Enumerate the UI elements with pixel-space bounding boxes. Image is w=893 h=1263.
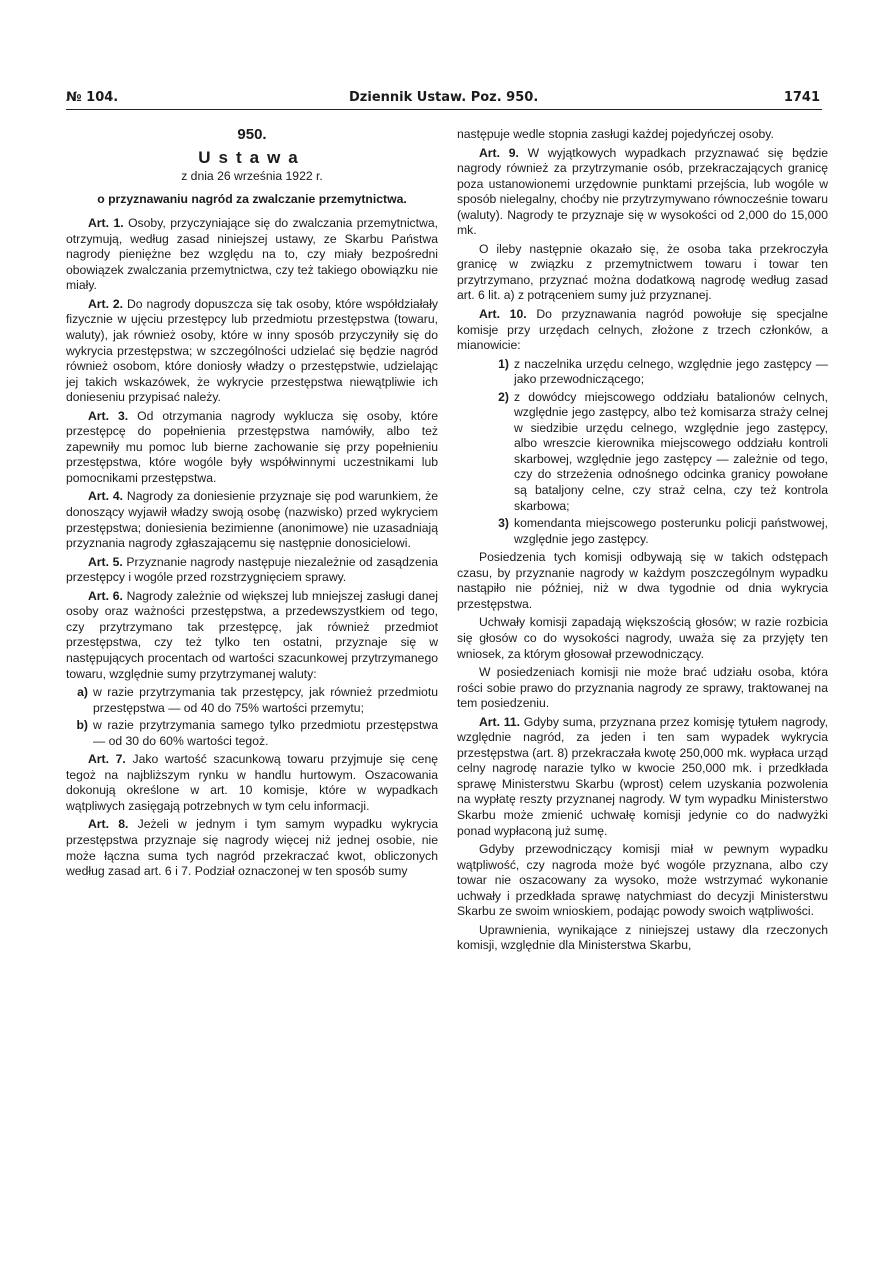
article-8 [66,817,438,879]
article-label: Art. 4. [88,489,124,504]
list-text: komendanta miejscowego posterunku policji państwowej, względnie jego zastępcy. [514,516,828,546]
article-text: W wyjątkowych wypadkach przyznawać się będzie nagrody również za przytrzymanie osób, przekraczających granicę poza ustanowionemi urzędownie punktami przejścia, lub wogóle w sposób nielegalny, choćby nie przytrzymywano równocześnie towaru (waluty). Nagrody te przyznaje się w wysokości od 2,000 do 15,000 mk. [457,145,828,238]
article-label: Art. 5. [88,554,123,569]
list-item [457,357,828,388]
list-item [66,718,438,749]
article-label: Art. 8. [88,817,129,832]
page-number: 1741 [783,90,820,105]
article-9 [457,146,828,239]
article-6-list [66,685,438,749]
article-text: Jeżeli w jednym i tym samym wypadku wykrycia przestępstwa przyznaje się nagrody więcej niż jednej osobie, nie może łączna suma tych nagród przekraczać kwot, obliczonych według zasad art. 6 i 7. Podział oznaczonej w ten sposób sumy [66,817,438,879]
list-text: z naczelnika urzędu celnego, względnie jego zastępcy — jako przewodniczącego; [514,356,828,387]
list-marker: 2) [498,389,509,404]
article-11 [457,715,828,839]
list-item [66,685,438,716]
issue-number: № 104. [66,90,119,105]
article-2 [66,297,438,406]
list-item [457,390,828,514]
act-subject: o przyznawaniu nagród za zwalczanie przemytnictwa. [97,191,407,206]
article-text: Jako wartość szacunkową towaru przyjmuje się cenę tegoż na najbliższym rynku w handlu hurtowym. Oszacowania dokonują określone w art. 10 komisje, które w wypadkach wątpliwych zasięgają potrzebnych w tym celu informacji. [66,752,438,813]
article-1 [66,216,438,294]
list-marker: 1) [498,356,509,371]
article-10-list [457,357,828,548]
article-11-paragraph-3: Uprawnienia, wynikające z niniejszej ustawy dla rzeczonych komisji, względnie dla Ministerstwa Skarbu, [457,922,828,953]
article-label: Art. 9. [479,145,519,160]
journal-title: Dziennik Ustaw. Poz. 950. [349,90,539,105]
list-marker: a) [77,685,88,700]
article-text: Nagrody zależnie od większej lub mniejszej zasługi danej osoby oraz ważności przestępstwa, a przedewszystkiem od tego, czy przytrzymano tak przestępcę, jak również przedmiot przestępstwa, czy też tylko ten ostatni, przyznaje się w następujących procentach od wartości szacunkowej przytrzymanego towaru, względnie sumy przytrzymanej waluty: [66,588,438,681]
article-label: Art. 10. [479,307,527,322]
article-9-paragraph: O ileby następnie okazało się, że osoba taka przekroczyła granicę w związku z przemytnictwem towaru i towar ten przytrzymano, przyznać można dodatkową nagrodę według zasad art. 6 lit. a) z potrąceniem sumy już przyznanej. [457,241,828,303]
article-6 [66,589,438,682]
article-label: Art. 2. [88,296,124,311]
article-text: Gdyby suma, przyznana przez komisję tytułem nagrody, względnie nagród, za jeden i ten sam wypadek wykrycia przestępstwa (art. 8) przekraczała kwotę 250,000 mk. wypłaca urząd celny nagrodę narazie tylko w kwocie 250,000 mk. i przedkłada sprawę Ministerstwu Skarbu (wprost) celem uzyskania pozwolenia na wypłatę reszty przyznanej nagrody. W tym wypadku Ministerstwo Skarbu może zmienić uchwałę komisji jedynie co do nadwyżki ponad wypłaconą już sumę. [457,714,828,838]
article-10 [457,307,828,354]
article-8-continuation: następuje wedle stopnia zasługi każdej pojedyńczej osoby. [457,127,774,141]
list-text: z dowódcy miejscowego oddziału batalionów celnych, względnie jego zastępcy, albo też komisarza straży celnej w siedzibie urzędu celnego, względnie jego zastępcy, albo wreszcie kierownika miejscowego oddziału kontroli skarbowej, względnie jego zastępcy — zależnie od tego, czy do strzeżenia odnośnego odcinka granicy powołane są bataljony celne, czy straż celna, czy też kontrola skarbowa; [514,389,828,513]
act-title: Ustawa [198,147,306,167]
list-item [457,516,828,547]
article-text: Osoby, przyczyniające się do zwalczania przemytnictwa, otrzymują, według zasad niniejszej ustawy, ze Skarbu Państwa nagrody pieniężne bez względu na to, czy miały bezpośredni obowiązek zwalczania przemytnictwa, czy też takiego obowiązku nie miały. [66,216,438,293]
article-text: Przyznanie nagrody następuje niezależnie od zasądzenia przestępcy i wogóle przed rozstrzygnięciem sprawy. [66,554,438,585]
article-label: Art. 1. [88,216,124,231]
left-column [66,127,438,883]
list-text: w razie przytrzymania tak przestępcy, jak również przedmiotu przestępstwa — od 40 do 75% wartości przemytu; [93,685,438,715]
article-text: Od otrzymania nagrody wyklucza się osoby, które przestępcę do popełnienia przestępstwa namówiły, albo też zapewniły mu pomoc lub bierne zachowanie się przy popełnieniu przestępstwa, które wogóle były współwinnymi uczestnikami lub pomocnikami przestępstwa. [66,408,438,485]
article-label: Art. 3. [88,408,129,423]
article-5 [66,555,438,586]
resolutions-paragraph: Uchwały komisji zapadają większością głosów; w razie rozbicia się głosów co do wysokości nagrody, uważa się za przyjęty ten wniosek, za którym głosował przewodniczący. [457,615,828,661]
article-text: Nagrody za doniesienie przyznaje się pod warunkiem, że donoszący wyjawił władzy swoją osobę (nazwisko) przed wykryciem przestępstwa; doniesienia bezimienne (anonimowe) nie uzasadniają przyznania nagrody zgłaszającemu się następnie donosicielowi. [66,489,438,551]
article-label: Art. 7. [88,752,126,767]
article-11-paragraph-2: Gdyby przewodniczący komisji miał w pewnym wypadku wątpliwość, czy nagroda może być wogóle przyznana, albo czy towar nie oszacowany za wysoko, może wstrzymać wykonanie uchwały i przedkłada sprawę natychmiast do decyzji Ministerstwu Skarbu ze swoim wnioskiem, podając powody swoich wątpliwości. [457,842,828,919]
article-label: Art. 6. [88,588,123,603]
list-text: w razie przytrzymania samego tylko przedmiotu przestępstwa — od 30 do 60% wartości tegoż. [93,718,438,748]
article-3 [66,409,438,487]
header-rule [66,109,822,110]
article-4 [66,489,438,551]
article-text: Do przyznawania nagród powołuje się specjalne komisje przy urzędach celnych, złożone z trzech członków, a mianowicie: [457,307,828,353]
sessions-paragraph: Posiedzenia tych komisji odbywają się w takich odstępach czasu, by przyznanie nagrody w każdym poszczególnym wypadku nastąpiło nie później, niż w dwa tygodnie od dnia wykrycia przestępstwa. [457,550,828,611]
act-number: 950. [237,126,267,143]
right-column [457,127,828,957]
list-marker: b) [76,718,88,733]
article-7 [66,752,438,814]
exclusion-paragraph: W posiedzeniach komisji nie może brać udziału osoba, która rości sobie prawo do przyznania nagrody ze sprawy, traktowanej na tem posiedzeniu. [457,665,828,711]
article-label: Art. 11. [479,714,521,729]
list-marker: 3) [498,516,509,531]
article-text: Do nagrody dopuszcza się tak osoby, które współdziałały fizycznie w ujęciu przestępcy lub przedmiotu przestępstwa (towaru, waluty), jak również osoby, które w inny sposób przyczyniły się do wykrycia przestępstwa; w szczególności udzielać się będzie nagród również osobom, które doniosły władzy o przestępstwie, udzielając jej takich wskazówek, że wykrycie przestępstwa niewątpliwie ich donieseniu przypisać należy. [66,296,439,405]
act-date: z dnia 26 września 1922 r. [181,169,323,184]
